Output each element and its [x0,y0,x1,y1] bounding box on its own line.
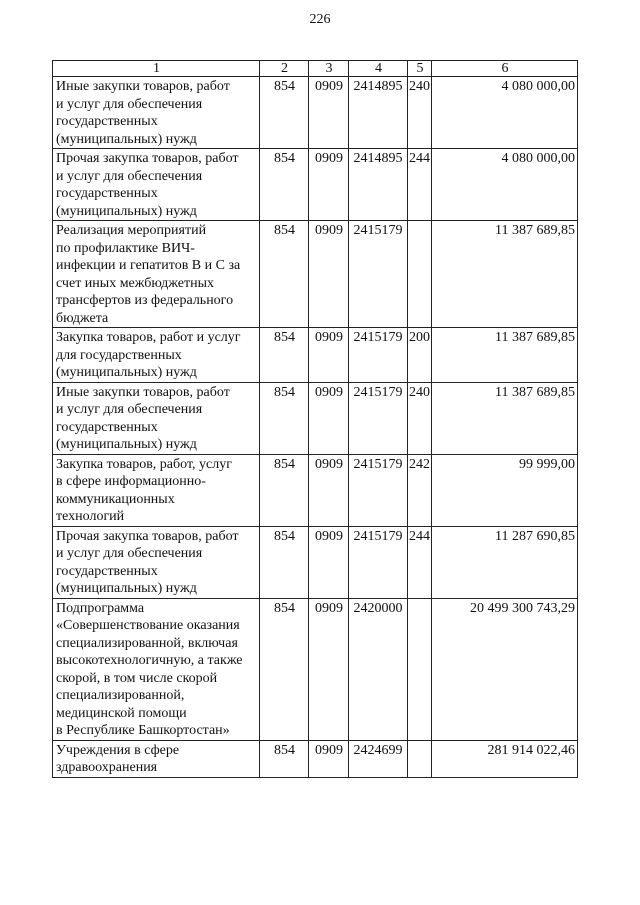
row-expense-type-cell: 242 [408,454,432,526]
table-row [53,526,578,598]
row-target-code-cell: 2415179 [349,382,408,454]
row-name-cell: Закупка товаров, работ, услуг в сфере информационно- коммуникационных технологий [53,454,260,526]
budget-table-wrapper [52,60,577,778]
header-col-4: 4 [349,61,408,77]
table-row [53,454,578,526]
row-amount-cell: 11 387 689,85 [432,221,578,328]
row-amount-cell: 4 080 000,00 [432,149,578,221]
page-number: 226 [309,12,331,27]
row-ministry-code-cell: 854 [260,328,309,383]
row-ministry-code-cell: 854 [260,526,309,598]
row-target-code-cell: 2414895 [349,77,408,149]
row-name-cell: Прочая закупка товаров, работ и услуг для обеспечения государственных (муниципальных) нужд [53,149,260,221]
row-target-code-cell: 2415179 [349,454,408,526]
row-amount-cell: 20 499 300 743,29 [432,598,578,740]
row-expense-type-cell: 200 [408,328,432,383]
row-ministry-code-cell: 854 [260,77,309,149]
row-expense-type-cell: 244 [408,526,432,598]
row-name-cell: Закупка товаров, работ и услуг для государственных (муниципальных) нужд [53,328,260,383]
row-ministry-code-cell: 854 [260,454,309,526]
row-expense-type-cell: 240 [408,77,432,149]
row-expense-type-cell: 244 [408,149,432,221]
row-amount-cell: 11 387 689,85 [432,382,578,454]
row-target-code-cell: 2415179 [349,526,408,598]
table-row [53,77,578,149]
row-section-code-cell: 0909 [309,77,349,149]
row-section-code-cell: 0909 [309,382,349,454]
row-ministry-code-cell: 854 [260,382,309,454]
row-ministry-code-cell: 854 [260,149,309,221]
row-ministry-code-cell: 854 [260,221,309,328]
row-target-code-cell: 2415179 [349,328,408,383]
row-expense-type-cell: 240 [408,382,432,454]
row-section-code-cell: 0909 [309,221,349,328]
row-name-cell: Реализация мероприятий по профилактике ВИЧ- инфекции и гепатитов В и С за счет иных межбюджетных трансфертов из федерального бюджета [53,221,260,328]
row-section-code-cell: 0909 [309,149,349,221]
row-name-cell: Подпрограмма «Совершенствование оказания специализированной, включая высокотехнологичную, а также скорой, в том числе скорой специализированной, медицинской помощи в Республике Башкортостан» [53,598,260,740]
row-target-code-cell: 2415179 [349,221,408,328]
header-col-1: 1 [53,61,260,77]
row-target-code-cell: 2424699 [349,740,408,777]
row-amount-cell: 4 080 000,00 [432,77,578,149]
row-amount-cell: 11 287 690,85 [432,526,578,598]
row-section-code-cell: 0909 [309,328,349,383]
row-amount-cell: 281 914 022,46 [432,740,578,777]
row-expense-type-cell [408,221,432,328]
table-row [53,149,578,221]
table-row [53,382,578,454]
header-col-6: 6 [432,61,578,77]
row-section-code-cell: 0909 [309,598,349,740]
table-row [53,598,578,740]
table-header-row [53,61,578,77]
row-ministry-code-cell: 854 [260,740,309,777]
row-expense-type-cell [408,598,432,740]
row-section-code-cell: 0909 [309,526,349,598]
table-row [53,328,578,383]
row-amount-cell: 99 999,00 [432,454,578,526]
row-section-code-cell: 0909 [309,454,349,526]
row-target-code-cell: 2414895 [349,149,408,221]
row-ministry-code-cell: 854 [260,598,309,740]
row-target-code-cell: 2420000 [349,598,408,740]
row-amount-cell: 11 387 689,85 [432,328,578,383]
budget-table [52,60,578,778]
row-name-cell: Иные закупки товаров, работ и услуг для обеспечения государственных (муниципальных) нужд [53,77,260,149]
header-col-5: 5 [408,61,432,77]
header-col-2: 2 [260,61,309,77]
header-col-3: 3 [309,61,349,77]
table-row [53,740,578,777]
row-name-cell: Прочая закупка товаров, работ и услуг для обеспечения государственных (муниципальных) нужд [53,526,260,598]
table-row [53,221,578,328]
row-section-code-cell: 0909 [309,740,349,777]
row-expense-type-cell [408,740,432,777]
row-name-cell: Учреждения в сфере здравоохранения [53,740,260,777]
table-body [53,77,578,778]
row-name-cell: Иные закупки товаров, работ и услуг для обеспечения государственных (муниципальных) нужд [53,382,260,454]
